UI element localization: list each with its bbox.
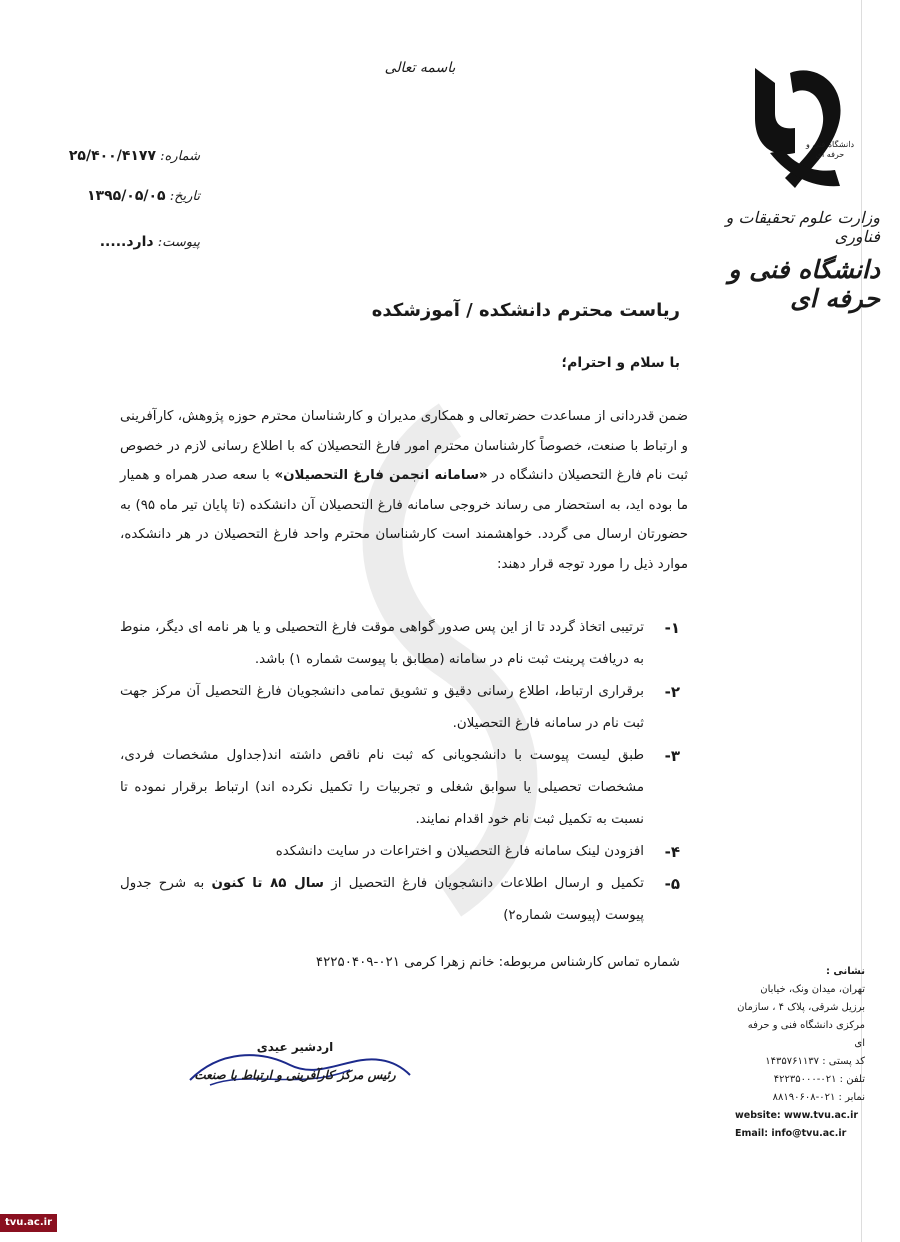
list-item-text: برقراری ارتباط، اطلاع رسانی دقیق و تشویق تمامی دانشجویان فارغ التحصیل آن مرکز جهت ثبت نام در سامانه فارغ التحصیلان. [120,684,644,731]
list-item-text-end: به شرح جدول پیوست (پیوست شماره۲) [120,876,644,923]
letter-attachment-value: دارد..... [99,234,154,250]
letter-number [40,148,200,164]
address-block [735,963,865,1143]
logo-caption: دانشگاه فنی و حرفه ای [805,140,855,159]
body-part-1: ضمن قدردانی از مساعدت حضرتعالی و همکاری مدیران و کارشناسان محترم حوزه پژوهش، کارآفرینی و ارتباط با صنعت، خصوصاً کارشناسان محترم امور فارغ التحصیلان که با اطلاع رسانی لازم در خصوص ثبت نام فارغ التحصیلان دانشگاه در [120,409,689,483]
signatory-title: رئیس مرکز کارآفرینی و ارتباط با صنعت [194,1068,396,1082]
body-bold-system-name: «سامانه انجمن فارغ التحصیلان» [274,468,488,483]
letter-body [120,402,688,579]
postal-code: کد پستی : ۱۴۳۵۷۶۱۱۳۷ [765,1056,865,1067]
address-line-2: برزیل شرقی، پلاک ۴ ، سازمان [737,1002,865,1013]
list-item [120,740,680,836]
letter-date-value: ۱۳۹۵/۰۵/۰۵ [87,188,166,204]
letter-number-value: ۲۵/۴۰۰/۴۱۷۷ [68,148,157,164]
address-label: نشانی : [825,966,865,977]
address-line-3: مرکزی دانشگاه فنی و حرفه ای [747,1020,865,1049]
contact-line: شماره تماس کارشناس مربوطه: خانم زهرا کرمی ۰۲۱-۴۲۲۵۰۴۰۹ [315,955,680,970]
list-item-bold: سال ۸۵ تا کنون [211,876,324,891]
greeting: با سلام و احترام؛ [561,355,680,371]
list-item-number: ۲- [664,683,680,701]
list-item-text: تکمیل و ارسال اطلاعات دانشجویان فارغ التحصیل از [323,876,644,891]
list-item [120,836,680,868]
site-badge[interactable]: tvu.ac.ir [0,1214,57,1232]
list-item [120,612,680,676]
letter-attachment-label: پیوست: [157,235,200,250]
letter-number-label: شماره: [160,149,200,164]
letter-date-label: تاریخ: [169,189,200,204]
signatory-name: اردشیر عیدی [256,1040,334,1054]
ministry-name: وزارت علوم تحقیقات و فناوری [725,208,880,246]
letter-date [40,188,200,204]
email-link[interactable]: Email: info@tvu.ac.ir [735,1128,847,1139]
addressee: ریاست محترم دانشکده / آموزشکده [371,300,680,321]
list-item [120,676,680,740]
list-item-number: ۴- [664,843,680,861]
basmala: باسمه تعالی [384,60,456,76]
list-item [120,868,680,932]
website-link[interactable]: website: www.tvu.ac.ir [735,1110,859,1121]
letter-attachment [40,234,200,250]
list-item-text: طبق لیست پیوست با دانشجویانی که ثبت نام ناقص داشته اند(جداول مشخصات فردی، مشخصات تحصیلی یا سوابق شغلی و تجربیات را تکمیل نکرده اند) ارتباط برقرار نموده تا نسبت به تکمیل ثبت نام خود اقدام نمایند. [120,748,644,827]
university-name: دانشگاه فنی و حرفه ای [728,255,880,313]
list-item-text: افزودن لینک سامانه فارغ التحصیلان و اختراعات در سایت دانشکده [275,844,644,859]
list-item-number: ۳- [664,747,680,765]
list-item-text: ترتیبی اتخاذ گردد تا از این پس صدور گواهی موقت فارغ التحصیلی و یا هر نامه ای دیگر، منوط به دریافت پرینت ثبت نام در سامانه (مطابق با پیوست شماره ۱) باشد. [120,620,644,667]
phone-number: تلفن : ۰۲۱-۴۲۲۳۵۰۰۰ [773,1074,865,1085]
fax-number: نمابر : ۰۲۱-۸۸۱۹۰۶۰۸ [772,1092,865,1103]
university-logo-icon [735,58,855,198]
address-line-1: تهران، میدان ونک، خیابان [760,984,865,995]
letter-items [120,612,680,932]
body-part-2: با سعه صدر همراه و همیار ما بوده اید، به استحضار می رساند خروجی سامانه فارغ التحصیلان آن دانشکده (تا پایان تیر ماه ۹۵) به حضورتان ارسال می گردد. خواهشمند است کارشناسان محترم واحد فارغ التحصیلان در هر دانشکده، موارد ذیل را مورد توجه قرار دهند: [120,468,689,572]
list-item-number: ۱- [664,619,680,637]
list-item-number: ۵- [664,875,680,893]
